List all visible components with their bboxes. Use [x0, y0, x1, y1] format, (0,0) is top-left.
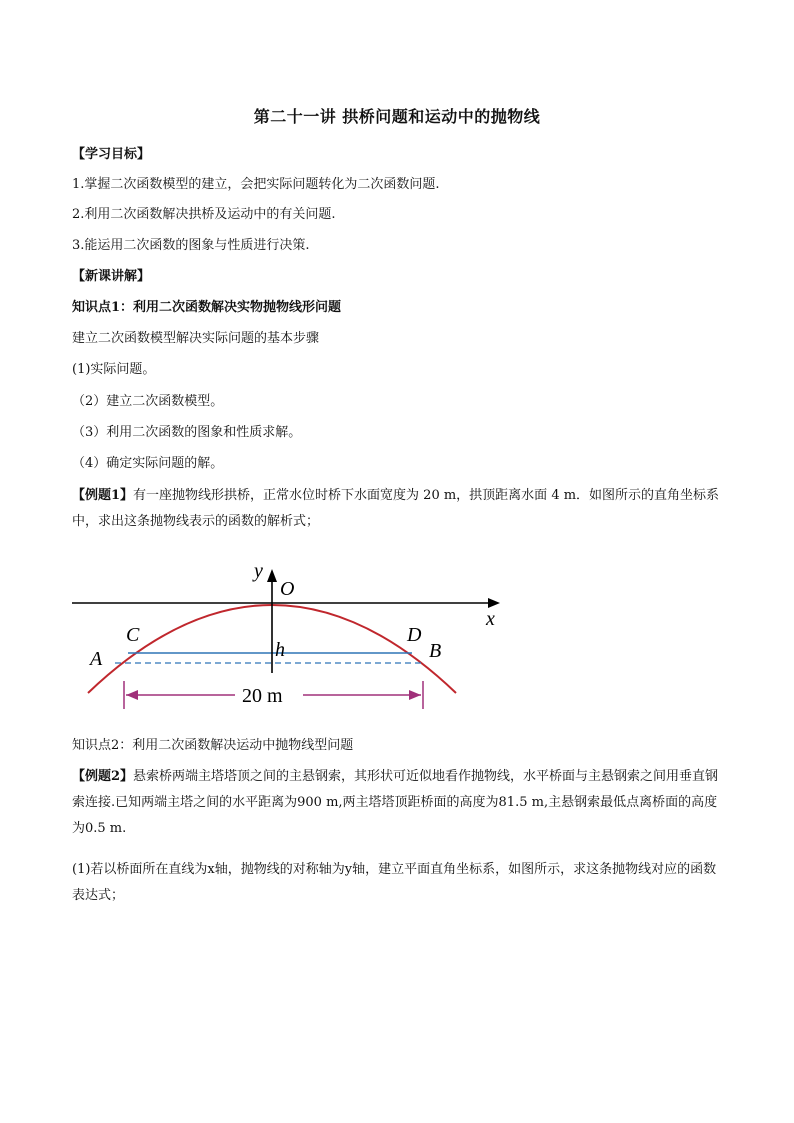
lesson-heading: 【新课讲解】 [72, 269, 151, 284]
y-axis-arrow [267, 569, 277, 582]
example-2-label: 【例题2】 [72, 769, 134, 784]
example-2 [72, 764, 722, 842]
example-1 [72, 483, 722, 535]
knowledge-point-1-title: 知识点1：利用二次函数解决实物抛物线形问题 [72, 300, 342, 315]
label-x: x [486, 608, 495, 630]
steps-intro: 建立二次函数模型解决实际问题的基本步骤 [72, 331, 320, 346]
example-2-question-1: (1)若以桥面所在直线为x轴，抛物线的对称轴为y轴，建立平面直角坐标系，如图所示，求这条抛物线对应的函数表达式； [72, 862, 717, 903]
x-axis-arrow [488, 598, 500, 608]
dimension-arrow-left [126, 690, 138, 700]
label-a: A [90, 648, 103, 670]
label-d: D [407, 624, 422, 646]
objective-item: 1.掌握二次函数模型的建立，会把实际问题转化为二次函数问题. [72, 177, 440, 192]
label-h: h [275, 639, 285, 661]
step-item: (1)实际问题。 [72, 362, 156, 377]
example-2-text: 悬索桥两端主塔塔顶之间的主悬钢索，其形状可近似地看作抛物线，水平桥面与主悬钢索之间用垂直钢索连接.已知两端主塔之间的水平距离为900 m,两主塔塔顶距桥面的高度为81.5 m,主悬钢索最低点离桥面的高度为0.5 m. [72, 769, 719, 836]
example-1-text: 有一座抛物线形拱桥，正常水位时桥下水面宽度为 20 m，拱顶距离水面 4 m．如图所示的直角坐标系中，求出这条抛物线表示的函数的解析式； [72, 488, 720, 529]
objective-item: 3.能运用二次函数的图象与性质进行决策. [72, 238, 310, 253]
label-o: O [280, 578, 295, 600]
objectives-heading: 【学习目标】 [72, 147, 151, 162]
example-1-label: 【例题1】 [72, 488, 134, 503]
step-item: （3）利用二次函数的图象和性质求解。 [72, 425, 302, 440]
label-c: C [126, 624, 140, 646]
step-item: （2）建立二次函数模型。 [72, 394, 224, 409]
arch-bridge-figure [60, 555, 520, 720]
page-title: 第二十一讲 拱桥问题和运动中的抛物线 [253, 107, 541, 126]
knowledge-point-2-title: 知识点2：利用二次函数解决运动中抛物线型问题 [72, 738, 354, 753]
label-b: B [429, 640, 442, 662]
width-label: 20 m [242, 685, 283, 707]
label-y: y [254, 560, 263, 582]
step-item: （4）确定实际问题的解。 [72, 456, 224, 471]
dimension-arrow-right [409, 690, 421, 700]
objective-item: 2.利用二次函数解决拱桥及运动中的有关问题. [72, 207, 336, 222]
